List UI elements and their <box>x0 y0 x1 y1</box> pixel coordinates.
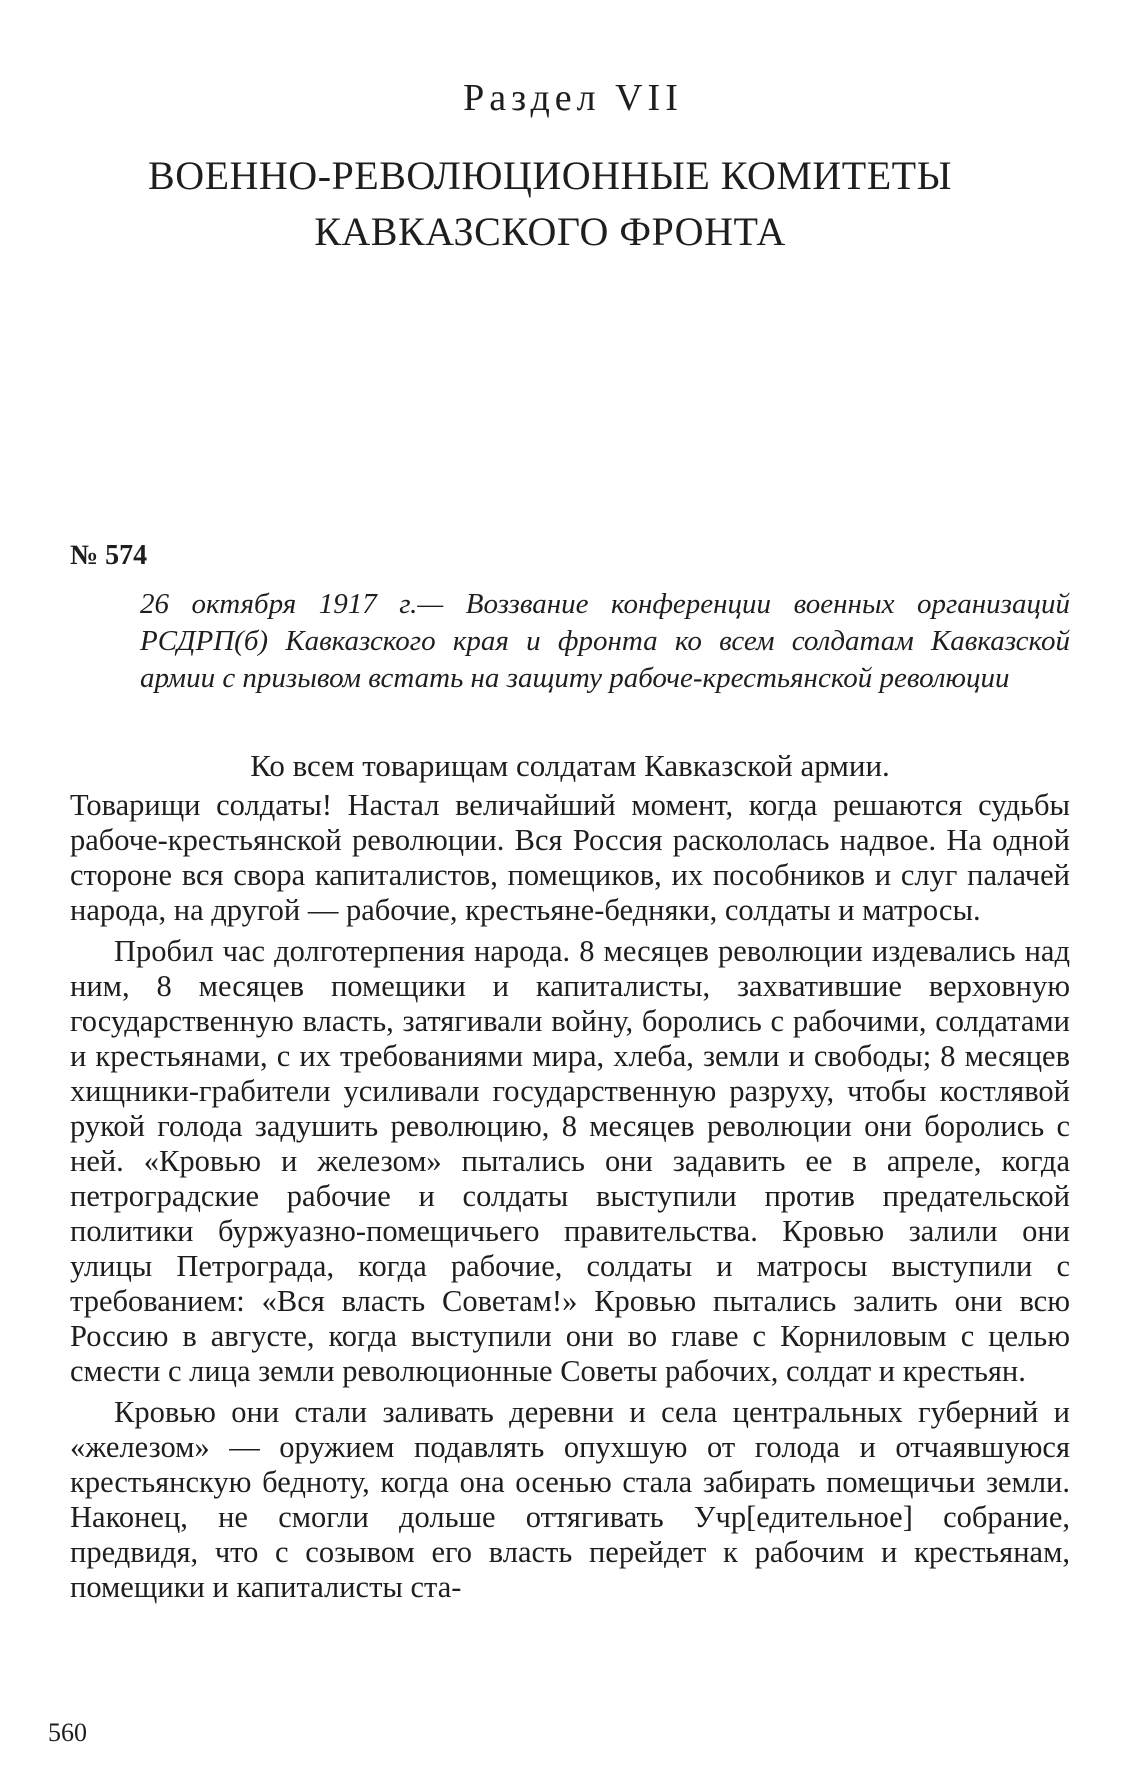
document-heading: 26 октября 1917 г.— Воззвание конференции военных организаций РСДРП(б) Кавказского края и фронта ко всем солдатам Кавказской армии с призывом встать на защиту рабоче-крестьянской революции <box>140 588 1070 694</box>
body-paragraph-3: Кровью они стали заливать деревни и села центральных губерний и «железом» — оружием подавлять опухшую от голода и отчаявшуюся крестьянскую бедноту, когда она осенью стала забирать помещичьи земли. Наконец, не смогли дольше оттягивать Учр[едительное] собрание, предвидя, что с созывом его власть перейдет к рабочим и крестьянам, помещики и капиталисты ста- <box>70 1395 1070 1604</box>
body-paragraph-2: Пробил час долготерпения народа. 8 месяцев революции издевались над ним, 8 месяцев помещики и капиталисты, захватившие верховную государственную власть, затягивали войну, боролись с рабочими, солдатами и крестьянами, с их требованиями мира, хлеба, земли и свободы; 8 месяцев хищники-грабители усиливали государственную разруху, чтобы костлявой рукой голода задушить революцию, 8 месяцев революции они боролись с ней. «Кровью и железом» пытались они задавить ее в апреле, когда петроградские рабочие и солдаты выступили против предательской политики буржуазно-помещичьего правительства. Кровью залили они улицы Петрограда, когда рабочие, солдаты и матросы выступили с требованием: «Вся власть Советам!» Кровью пытались залить они всю Россию в августе, когда выступили они во главе с Корниловым с целью смести с лица земли революционные Советы рабочих, солдат и крестьян. <box>70 934 1070 1388</box>
document-number: № 574 <box>70 540 148 571</box>
section-title <box>100 148 1000 260</box>
document-body <box>70 788 1070 1611</box>
section-title-line-1: ВОЕННО-РЕВОЛЮЦИОННЫЕ КОМИТЕТЫ <box>148 153 952 198</box>
page-number: 560 <box>48 1718 87 1747</box>
section-label: Раздел VII <box>463 77 683 119</box>
document-address: Ко всем товарищам солдатам Кавказской армии. <box>250 748 890 783</box>
body-paragraph-1: Товарищи солдаты! Настал величайший момент, когда решаются судьбы рабоче-крестьянской революции. Вся Россия раскололась надвое. На одной стороне вся свора капиталистов, помещиков, их пособников и слуг палачей народа, на другой — рабочие, крестьяне-бедняки, солдаты и матросы. <box>70 788 1070 927</box>
section-title-line-2: КАВКАЗСКОГО ФРОНТА <box>314 209 786 254</box>
